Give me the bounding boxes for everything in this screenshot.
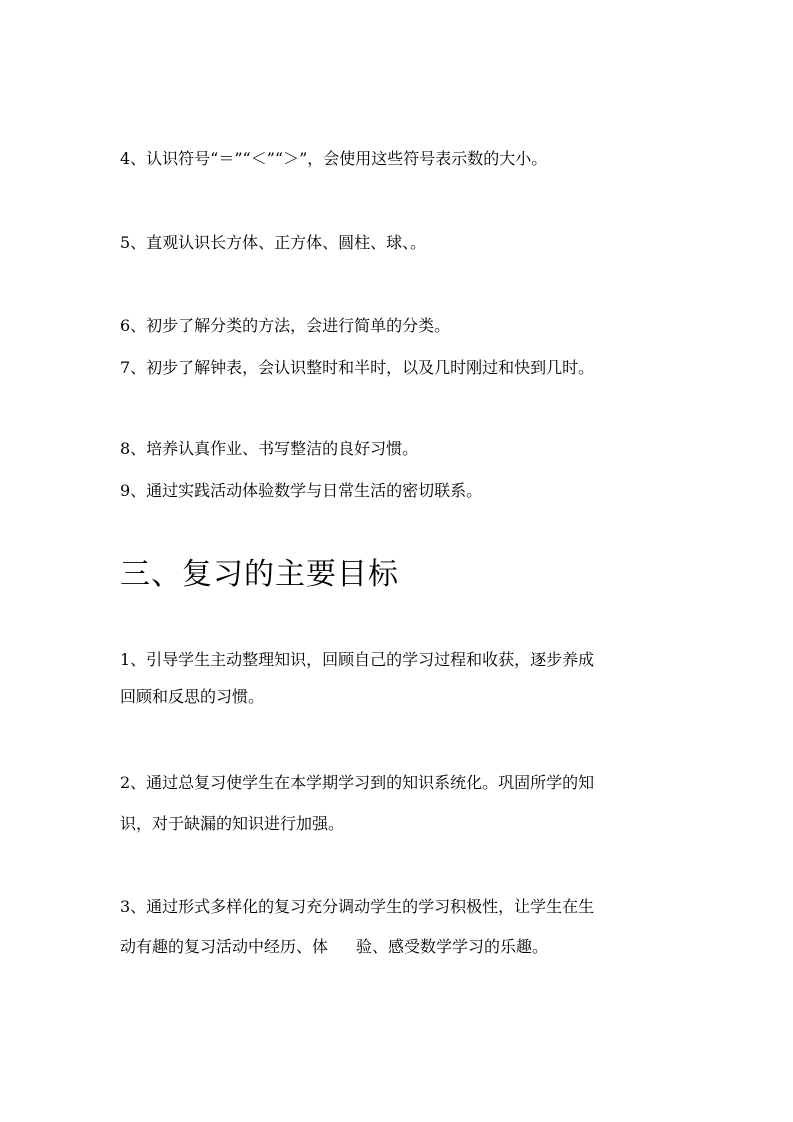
goal-line: 回顾和反思的习惯。 (120, 687, 265, 706)
list-item: 7、初步了解钟表，会认识整时和半时，以及几时刚过和快到几时。 (120, 358, 595, 377)
goal-line-part: 动有趣的复习活动中经历、体 (120, 937, 329, 956)
list-item: 8、培养认真作业、书写整洁的良好习惯。 (120, 439, 419, 458)
goal-line: 识，对于缺漏的知识进行加强。 (120, 814, 345, 833)
goal-line: 2、通过总复习使学生在本学期学习到的知识系统化。巩固所学的知 (120, 773, 595, 792)
list-item: 9、通过实践活动体验数学与日常生活的密切联系。 (120, 481, 483, 500)
goal-line-part: 验、感受数学学习的乐趣。 (356, 937, 549, 956)
goal-line: 1、引导学生主动整理知识，回顾自己的学习过程和收获，逐步养成 (120, 650, 595, 669)
section-heading: 三、复习的主要目标 (120, 557, 399, 592)
goal-line: 3、通过形式多样化的复习充分调动学生的学习积极性，让学生在生 (120, 897, 595, 916)
goal-line (120, 936, 690, 958)
list-item: 5、直观认识长方体、正方体、圆柱、球、。 (120, 233, 427, 252)
list-item: 4、认识符号“＝”“＜”“＞”，会使用这些符号表示数的大小。 (120, 149, 548, 168)
list-item: 6、初步了解分类的方法，会进行简单的分类。 (120, 316, 451, 335)
